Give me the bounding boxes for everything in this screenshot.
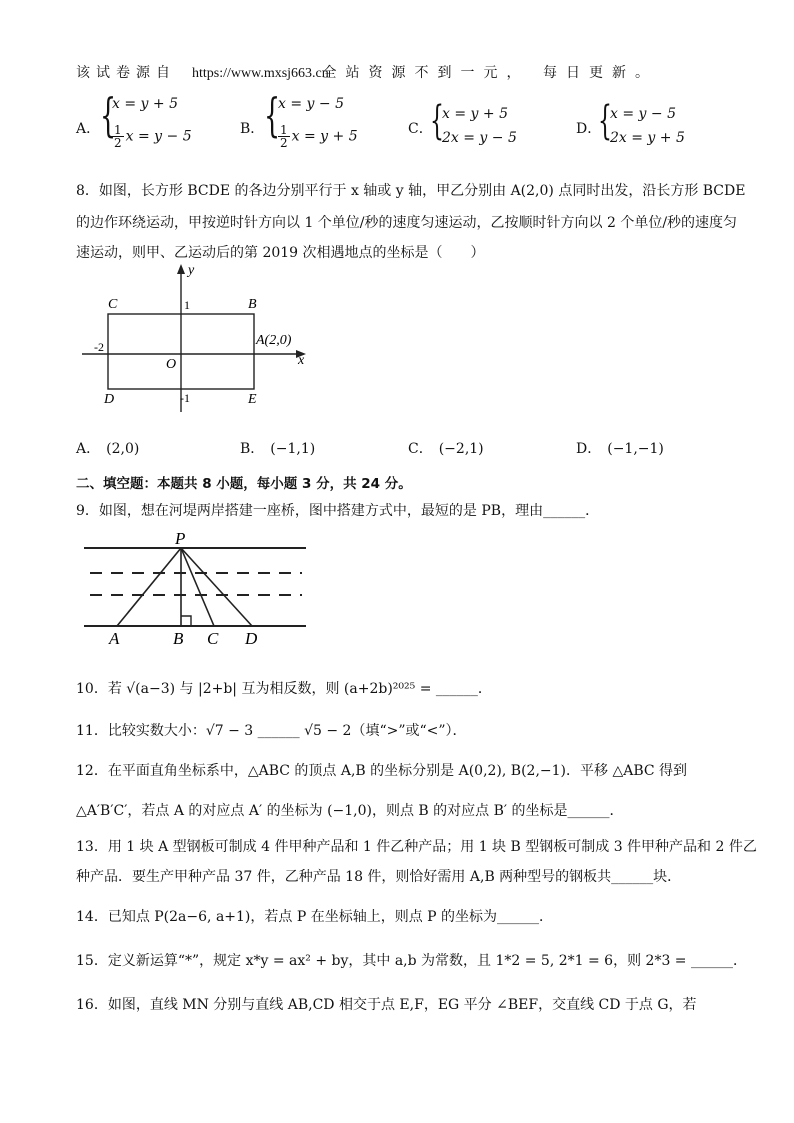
q9-label-a: A	[109, 629, 120, 648]
q12-line1: 12．在平面直角坐标系中，△ABC 的顶点 A,B 的坐标分别是 A(0,2), B(2,−1)．平移 △ABC 得到	[76, 763, 688, 779]
q8-y-axis-arrow	[177, 264, 185, 274]
q7-option-b-row2: $\frac{1}{2}$ x = y + 5	[280, 123, 358, 150]
q8-line3: 速运动，则甲、乙运动后的第 2019 次相遇地点的坐标是（ ）	[76, 245, 485, 261]
q7-option-d-row1: x = y − 5	[610, 106, 676, 122]
q8-option-a: A． (2,0)	[76, 441, 140, 457]
q8-option-d: D． (−1,−1)	[576, 441, 664, 457]
q9-segment-pc	[181, 548, 214, 626]
q9-bridge-figure	[80, 526, 312, 650]
q7-option-d-row2: 2x = y + 5	[610, 130, 685, 146]
q8-option-c: C． (−2,1)	[408, 441, 484, 457]
q8-label-1: 1	[184, 298, 190, 312]
q7-option-c-label: C．	[408, 121, 433, 137]
section-2-heading: 二、填空题：本题共 8 小题，每小题 3 分，共 24 分。	[76, 476, 412, 492]
q8-rectangle-figure	[80, 262, 320, 422]
q8-label-y: y	[188, 263, 195, 278]
q11-text: 11．比较实数大小：√7 − 3 ______ √5 − 2（填“>”或“<”）．	[76, 723, 467, 739]
header-source-text: 该试卷源自	[76, 65, 176, 81]
q8-label-neg2: -2	[94, 340, 104, 354]
q16-text: 16．如图，直线 MN 分别与直线 AB,CD 相交于点 E,F，EG 平分 ∠BEF，交直线 CD 于点 G，若	[76, 997, 697, 1013]
q14-text: 14．已知点 P(2a−6, a+1)，若点 P 在坐标轴上，则点 P 的坐标为______．	[76, 909, 554, 925]
q7-option-b-label: B．	[240, 121, 265, 137]
q9-right-angle-mark	[181, 616, 191, 626]
q9-label-c: C	[207, 629, 219, 648]
q13-line2: 种产品．要生产甲种产品 37 件，乙种产品 18 件，则恰好需用 A,B 两种型号的钢板共______块．	[76, 869, 682, 885]
q7-option-d-brace: {	[598, 98, 612, 144]
q7-option-a-row2: $\frac{1}{2}$ x = y − 5	[114, 123, 192, 150]
q7-option-a-row1: x = y + 5	[112, 96, 178, 112]
q9-label-p: P	[175, 529, 186, 548]
q8-label-neg1: -1	[180, 391, 190, 405]
q9-label-b: B	[173, 629, 184, 648]
q7-option-b-brace: {	[264, 88, 281, 142]
q7-option-b-row1: x = y − 5	[278, 96, 344, 112]
q8-label-e: E	[248, 392, 257, 407]
q7-option-c-brace: {	[430, 98, 444, 144]
q9-text: 9．如图，想在河堤两岸搭建一座桥，图中搭建方式中，最短的是 PB，理由______．	[76, 503, 600, 519]
q8-line2: 的边作环绕运动，甲按逆时针方向以 1 个单位/秒的速度匀速运动，乙按顺时针方向以 2 个单位/秒的速度匀	[76, 215, 738, 231]
q7-option-c-row2: 2x = y − 5	[442, 130, 517, 146]
page-header	[76, 62, 726, 82]
q8-line1: 8．如图，长方形 BCDE 的各边分别平行于 x 轴或 y 轴，甲乙分别由 A(2,0) 点同时出发，沿长方形 BCDE	[76, 183, 746, 199]
q7-option-a-brace: {	[100, 88, 117, 142]
q7-option-a-label: A．	[76, 121, 101, 137]
q7-option-d-label: D．	[576, 121, 602, 137]
q7-option-c-row1: x = y + 5	[442, 106, 508, 122]
q15-text: 15．定义新运算“*”，规定 x*y = ax² + by，其中 a,b 为常数，且 1*2 = 5, 2*1 = 6，则 2*3 = ______．	[76, 953, 747, 969]
q9-segment-pd	[181, 548, 252, 626]
q8-label-b: B	[248, 297, 257, 312]
header-url[interactable]: https://www.mxsj663.cn	[192, 66, 329, 81]
q9-segment-pa	[117, 548, 181, 626]
q8-option-b: B． (−1,1)	[240, 441, 316, 457]
q8-label-d: D	[104, 392, 115, 407]
q8-label-a: A(2,0)	[256, 333, 292, 348]
q12-line2: △A′B′C′，若点 A 的对应点 A′ 的坐标为 (−1,0)，则点 B 的对应点 B′ 的坐标是______．	[76, 803, 624, 819]
q10-text: 10．若 √(a−3) 与 |2+b| 互为相反数，则 (a+2b)²⁰²⁵ = ______．	[76, 681, 492, 697]
header-slogan: 全站资源不到一元， 每日更新。	[322, 65, 658, 81]
q9-label-d: D	[245, 629, 258, 648]
q8-label-c: C	[108, 297, 118, 312]
q8-label-x: x	[298, 353, 305, 368]
q8-label-o: O	[166, 357, 177, 372]
q13-line1: 13．用 1 块 A 型钢板可制成 4 件甲种产品和 1 件乙种产品；用 1 块 B 型钢板可制成 3 件甲种产品和 2 件乙	[76, 839, 757, 855]
